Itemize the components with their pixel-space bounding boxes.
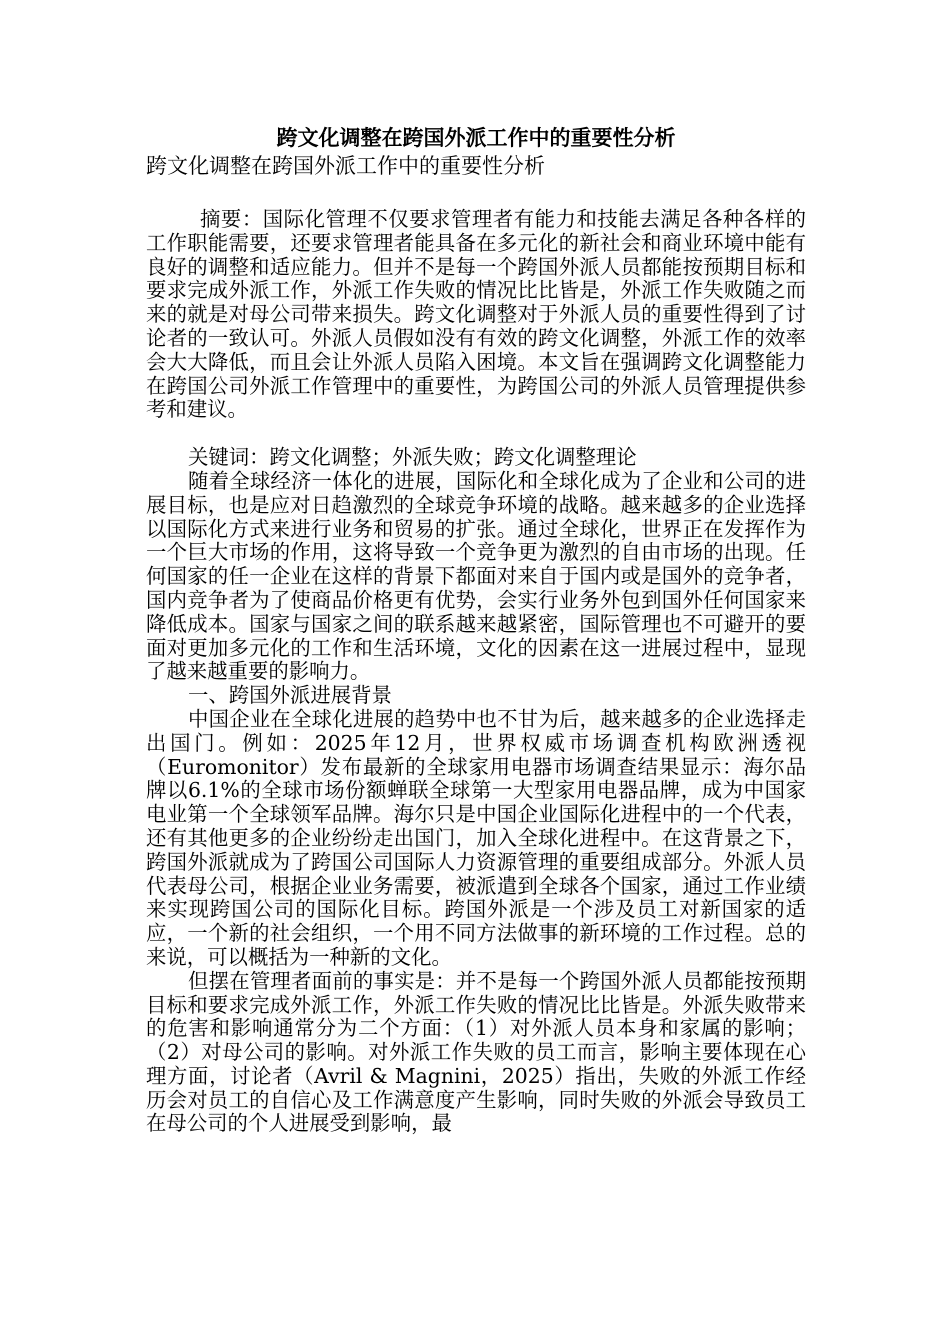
keywords-line: 关键词：跨文化调整；外派失败；跨文化调整理论 <box>188 445 637 470</box>
document-title: 跨文化调整在跨国外派工作中的重要性分析 <box>276 125 676 150</box>
section-heading-1: 一、跨国外派进展背景 <box>188 683 392 708</box>
document-page <box>146 124 806 1136</box>
body-paragraph-2: 中国企业在全球化进展的趋势中也不甘为后，越来越多的企业选择走出国门。例如：2025年12月，世界权威市场调查机构欧洲透视（Euromonitor）发布最新的全球家用电器市场调查结果显示：海尔品牌以6.1%的全球市场份额蝉联全球第一大型家用电器品牌，成为中国家电业第一个全球领军品牌。海尔只是中国企业国际化进程中的一个代表，还有其他更多的企业纷纷走出国门，加入全球化进程中。在这背景之下，跨国外派就成为了跨国公司国际人力资源管理的重要组成部分。外派人员代表母公司，根据企业业务需要，被派遣到全球各个国家，通过工作业绩来实现跨国公司的国际化目标。跨国外派是一个涉及员工对新国家的适应，一个新的社会组织，一个用不同方法做事的新环境的工作过程。总的来说，可以概括为一种新的文化。 <box>146 706 806 969</box>
body-paragraph-3: 但摆在管理者面前的事实是：并不是每一个跨国外派人员都能按预期目标和要求完成外派工作，外派工作失败的情况比比皆是。外派失败带来的危害和影响通常分为二个方面：（1）对外派人员本身和家属的影响；（2）对母公司的影响。对外派工作失败的员工而言，影响主要体现在心理方面，讨论者（Avril & Magnini，2025）指出，失败的外派工作经历会对员工的自信心及工作满意度产生影响，同时失败的外派会导致员工在母公司的个人进展受到影响，最 <box>146 968 806 1136</box>
body-paragraph-1: 随着全球经济一体化的进展，国际化和全球化成为了企业和公司的进展目标，也是应对日趋激烈的全球竞争环境的战略。越来越多的企业选择以国际化方式来进行业务和贸易的扩张。通过全球化，世界正在发挥作为一个巨大市场的作用，这将导致一个竞争更为激烈的自由市场的出现。任何国家的任一企业在这样的背景下都面对来自于国内或是国外的竞争者，国内竞争者为了使商品价格更有优势，会实行业务外包到国外任何国家来降低成本。国家与国家之间的联系越来越紧密，国际管理也不可避开的要面对更加多元化的工作和生活环境，文化的因素在这一进展过程中，显现了越来越重要的影响力。 <box>146 468 806 684</box>
document-subtitle: 跨文化调整在跨国外派工作中的重要性分析 <box>146 154 545 178</box>
abstract-paragraph: 摘要：国际化管理不仅要求管理者有能力和技能去满足各种各样的工作职能需要，还要求管理者能具备在多元化的新社会和商业环境中能有良好的调整和适应能力。但并不是每一个跨国外派人员都能按预期目标和要求完成外派工作，外派工作失败的情况比比皆是，外派工作失败随之而来的就是对母公司带来损失。跨文化调整对于外派人员的重要性得到了讨论者的一致认可。外派人员假如没有有效的跨文化调整，外派工作的效率会大大降低，而且会让外派人员陷入困境。本文旨在强调跨文化调整能力在跨国公司外派工作管理中的重要性，为跨国公司的外派人员管理提供参考和建议。 <box>146 207 806 422</box>
